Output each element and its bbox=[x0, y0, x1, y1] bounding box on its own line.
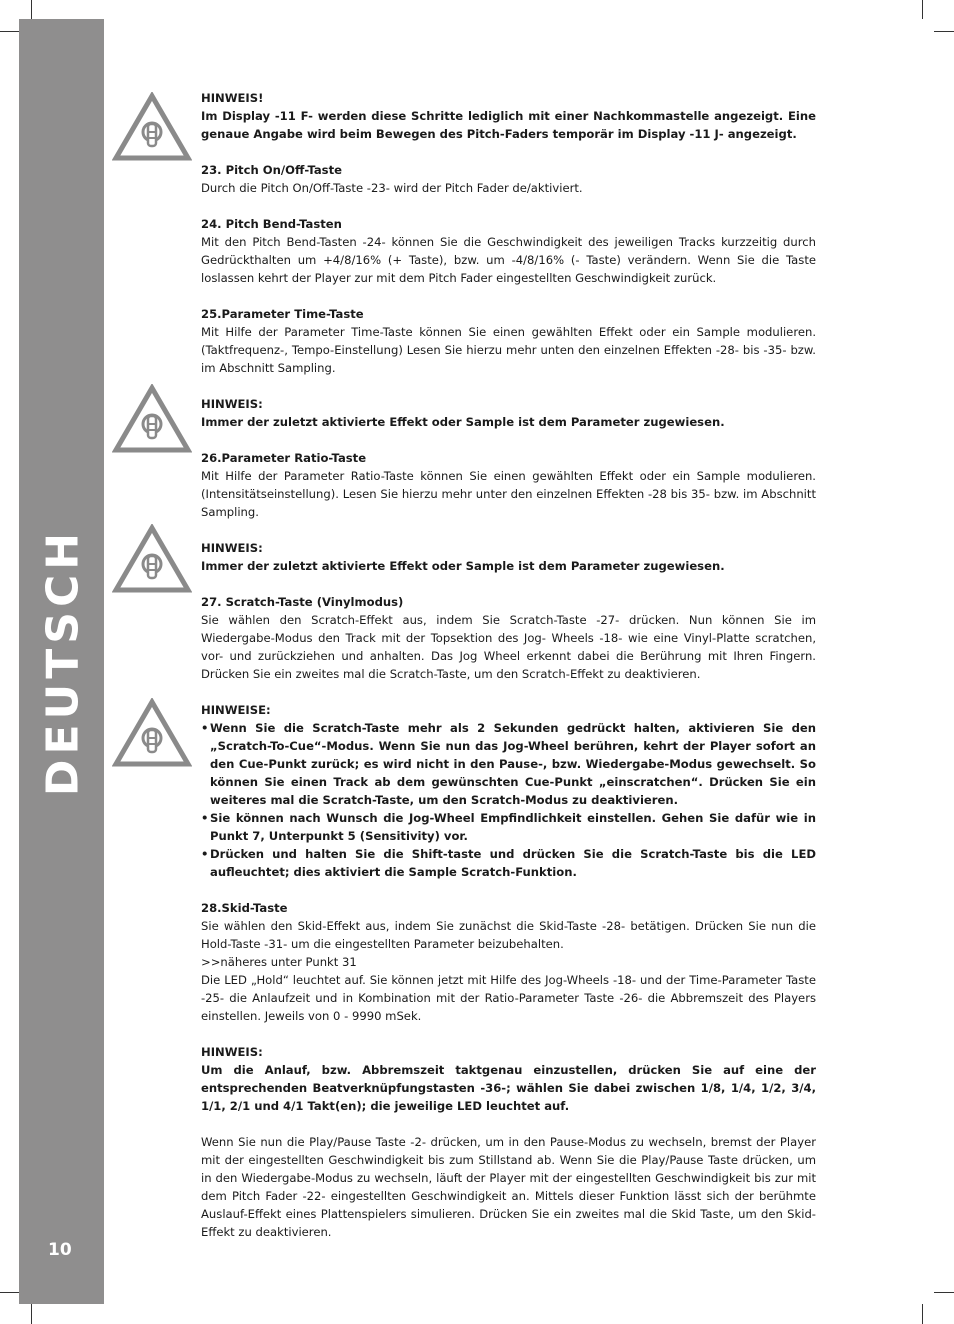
note-heading: HINWEIS! bbox=[201, 91, 264, 105]
note-text: Immer der zuletzt aktivierte Effekt oder Sample ist dem Parameter zugewiesen. bbox=[201, 415, 725, 429]
note-text: Um die Anlauf, bzw. Abbremszeit taktgenau einzustellen, drücken Sie auf eine der entsprechenden Beatverknüpfungstasten -36-; wählen Sie dabei zwischen 1/8, 1/4, 1/2, 3/4, 1/1, 2/1 und 4/1 Takt(en); die jeweilige LED leuchtet auf. bbox=[201, 1063, 816, 1113]
note-heading: HINWEIS: bbox=[201, 541, 263, 555]
list-item: • Sie können nach Wunsch die Jog-Wheel Empfindlichkeit einstellen. Gehen Sie dafür wie in Punkt 7, Unterpunkt 5 (Sensitivity) vor. bbox=[201, 809, 816, 845]
page-number: 10 bbox=[48, 1240, 72, 1260]
section-text-26: Mit Hilfe der Parameter Ratio-Taste können Sie einen gewählten Effekt oder ein Sample modulieren. (Intensitätseinstellung). Lesen Sie hierzu mehr unter den einzelnen Effekten -28 bis 35- bzw. im Abschnitt Sampling. bbox=[201, 469, 816, 519]
crop-mark bbox=[0, 1292, 19, 1293]
section-text-25: Mit Hilfe der Parameter Time-Taste können Sie einen gewählten Effekt oder ein Sample modulieren. (Taktfrequenz-, Tempo-Einstellung) Lesen Sie hierzu mehr unten den einzelnen Effekten -28- bis -35- bzw. im Abschnitt Sampling. bbox=[201, 325, 816, 375]
crop-mark bbox=[934, 31, 954, 32]
list-item: • Wenn Sie die Scratch-Taste mehr als 2 Sekunden gedrückt halten, aktivieren Sie den „Scratch-To-Cue“-Modus. Wenn Sie nun das Jog-Wheel berühren, kehrt der Player sofort an den Cue-Punkt zurück; es wird nicht in den Pause-, bzw. Wiedergabe-Modus gewechselt. So können Sie einen Track ab dem gewünschten Cue-Punkt „einscratchen“. Drücken Sie ein weiteres mal die Scratch-Taste, um den Scratch-Modus zu deaktivieren. bbox=[201, 719, 816, 809]
section-text-28-continued: Die LED „Hold“ leuchtet auf. Sie können jetzt mit Hilfe des Jog-Wheels -18- und der Time-Parameter Taste -25- die Anlaufzeit und in Kombination mit der Ratio-Parameter Taste -26- die Abbremszeit des Players einstellen. Jeweils von 0 - 9990 mSek. bbox=[201, 973, 816, 1023]
crop-mark bbox=[922, 0, 923, 19]
crop-mark bbox=[934, 1292, 954, 1293]
section-heading-26: 26.Parameter Ratio-Taste bbox=[201, 451, 367, 465]
section-text-23: Durch die Pitch On/Off-Taste -23- wird der Pitch Fader de/aktiviert. bbox=[201, 181, 583, 195]
note-text: Im Display -11 F- werden diese Schritte lediglich mit einer Nachkommastelle angezeigt. Eine genaue Angabe wird beim Bewegen des Pitch-Faders temporär im Display -11 J- angezeigt. bbox=[201, 109, 816, 141]
manual-text-column bbox=[201, 89, 816, 1241]
section-heading-25: 25.Parameter Time-Taste bbox=[201, 307, 364, 321]
note-heading: HINWEISE: bbox=[201, 703, 271, 717]
section-text-27: Sie wählen den Scratch-Effekt aus, indem Sie Scratch-Taste -27- drücken. Nun können Sie im Wiedergabe-Modus den Track mit der Topsektion des Jog- Wheels -18- wie eine Vinyl-Platte scratchen, vor- und zurückziehen und anhalten. Das Jog Wheel erkennt dabei die Berührung mit Ihren Fingern. Drücken Sie ein zweites mal die Scratch-Taste, um den Scratch-Effekt zu deaktivieren. bbox=[201, 613, 816, 681]
crop-mark bbox=[31, 1304, 32, 1324]
note-heading: HINWEIS: bbox=[201, 397, 263, 411]
section-heading-28: 28.Skid-Taste bbox=[201, 901, 288, 915]
list-item: • Drücken und halten Sie die Shift-taste und drücken Sie die Scratch-Taste bis die LED aufleuchtet; dies aktiviert die Sample Scratch-Funktion. bbox=[201, 845, 816, 881]
warning-triangle-icon bbox=[112, 384, 192, 454]
crop-mark bbox=[31, 0, 32, 19]
section-heading-27: 27. Scratch-Taste (Vinylmodus) bbox=[201, 595, 404, 609]
section-reference: >>näheres unter Punkt 31 bbox=[201, 955, 357, 969]
note-text: Immer der zuletzt aktivierte Effekt oder Sample ist dem Parameter zugewiesen. bbox=[201, 559, 725, 573]
crop-mark bbox=[922, 1304, 923, 1324]
warning-triangle-icon bbox=[112, 92, 192, 162]
section-text-28: Sie wählen den Skid-Effekt aus, indem Sie zunächst die Skid-Taste -28- betätigen. Drücken Sie nun die Hold-Taste -31- um die eingestellten Parameter beizubehalten. bbox=[201, 919, 816, 951]
note-bullet-list bbox=[201, 719, 816, 881]
warning-triangle-icon bbox=[112, 524, 192, 594]
language-label: DEUTSCH bbox=[37, 527, 89, 797]
note-heading: HINWEIS: bbox=[201, 1045, 263, 1059]
section-text-24: Mit den Pitch Bend-Tasten -24- können Sie die Geschwindigkeit des jeweiligen Tracks kurzzeitig durch Gedrückthalten um +4/8/16% (+ Taste), bzw. um -4/8/16% (- Taste) verändern. Wenn Sie die Taste loslassen kehrt der Player zur mit dem Pitch Fader eingestellten Geschwindigkeit zurück. bbox=[201, 235, 816, 285]
section-heading-23: 23. Pitch On/Off-Taste bbox=[201, 163, 342, 177]
crop-mark bbox=[0, 31, 19, 32]
section-heading-24: 24. Pitch Bend-Tasten bbox=[201, 217, 342, 231]
closing-paragraph: Wenn Sie nun die Play/Pause Taste -2- drücken, um in den Pause-Modus zu wechseln, bremst der Player mit der eingestellten Geschwindigkeit bis zum Stillstand ab. Wenn Sie die Play/Pause Taste drücken, um in den Wiedergabe-Modus zu wechseln, läuft der Player mit der eingestellten Geschwindigkeit bis zur mit dem Pitch Fader -22- eingestellten Geschwindigkeit an. Mittels dieser Funktion lässt sich der berühmte Auslauf-Effekt eines Plattenspielers simulieren. Drücken Sie ein zweites mal die Skid Taste, um den Skid-Effekt zu deaktivieren. bbox=[201, 1135, 816, 1239]
warning-triangle-icon bbox=[112, 698, 192, 768]
